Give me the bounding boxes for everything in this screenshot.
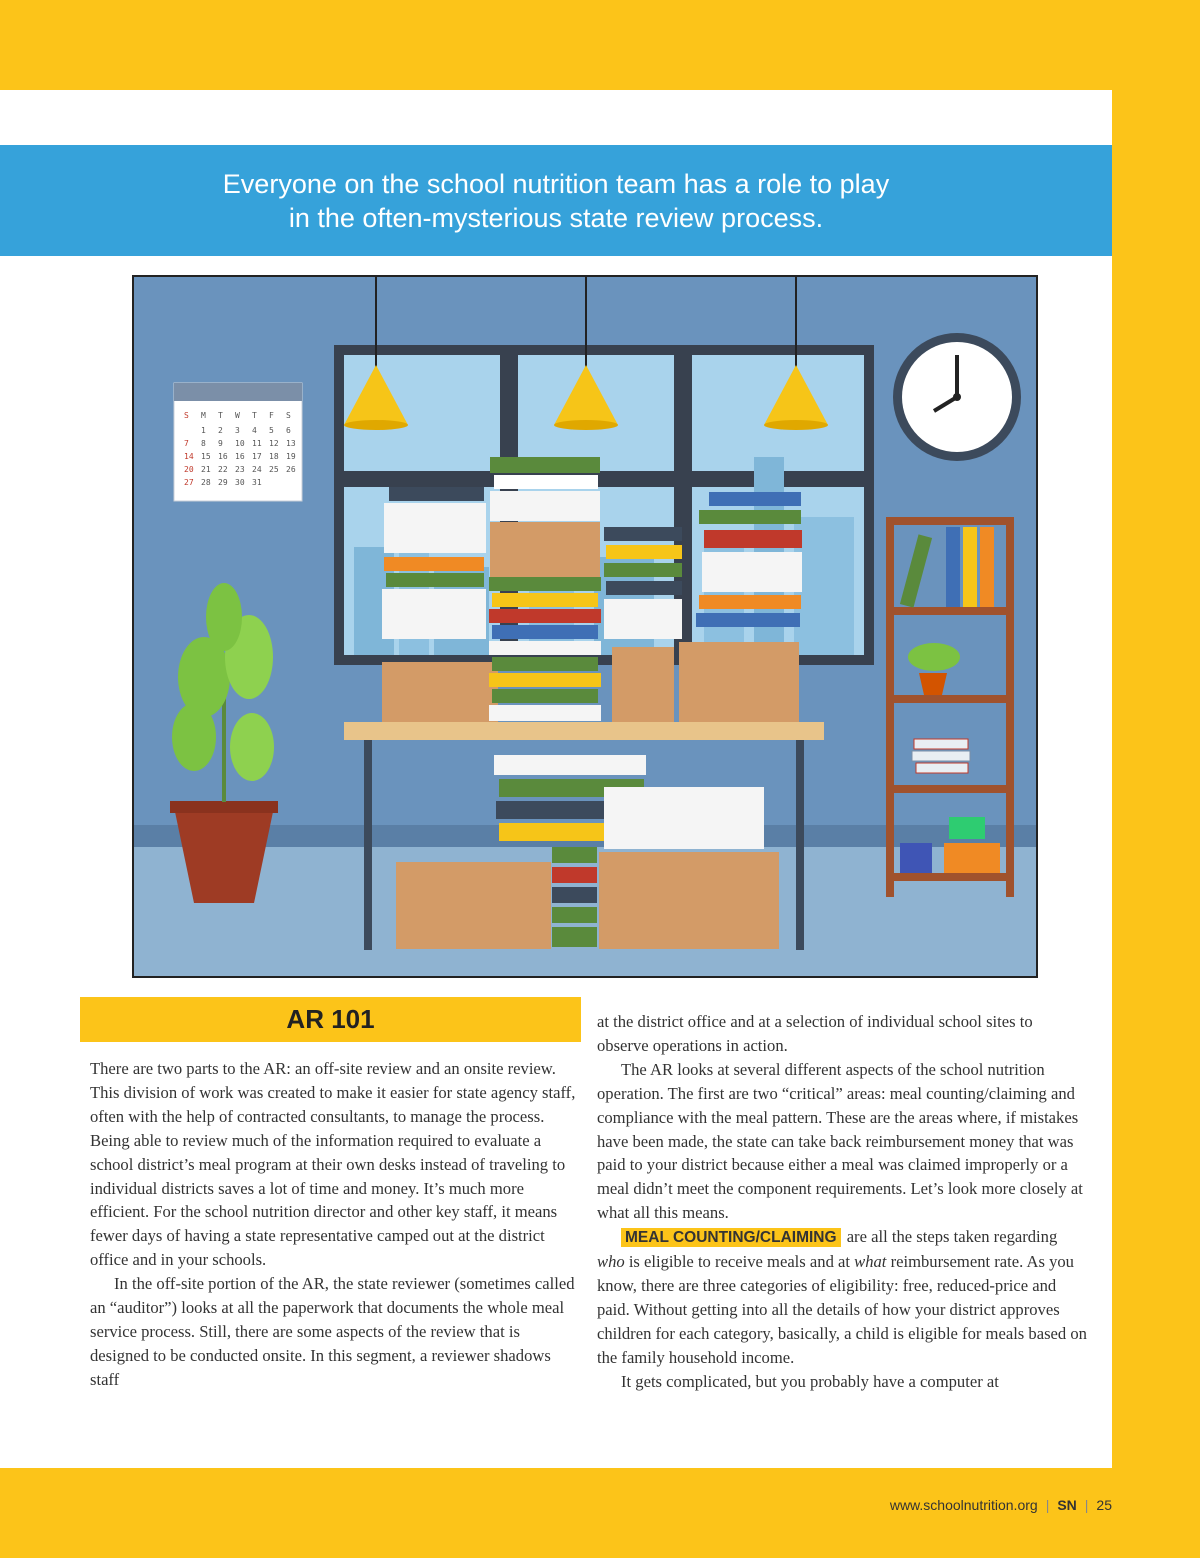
- svg-text:22: 22: [218, 465, 228, 474]
- svg-text:24: 24: [252, 465, 262, 474]
- p3-text-1: are all the steps taken regarding: [842, 1227, 1058, 1247]
- p3-text-3: reimbursement rate. As you know, there are three categories of eligibility: free, reduced-price and paid. Without getting into all the details of how your district approves children for each category, basically, a child is eligible for meals based on the family household income.: [597, 1252, 1087, 1367]
- svg-text:16: 16: [218, 452, 228, 461]
- right-paragraph-4: It gets complicated, but you probably have a computer at: [621, 1371, 999, 1391]
- svg-text:17: 17: [252, 452, 262, 461]
- svg-text:16: 16: [235, 452, 245, 461]
- meal-counting-tag: MEAL COUNTING/CLAIMING: [621, 1228, 841, 1247]
- svg-text:27: 27: [184, 478, 194, 487]
- svg-text:F: F: [269, 411, 274, 420]
- svg-text:T: T: [218, 411, 223, 420]
- svg-text:1: 1: [201, 426, 206, 435]
- svg-text:M: M: [201, 411, 206, 420]
- svg-text:19: 19: [286, 452, 296, 461]
- footer-separator: |: [1045, 1497, 1050, 1513]
- clock: [893, 333, 1021, 461]
- svg-text:7: 7: [184, 439, 189, 448]
- subtitle-banner: [0, 145, 1112, 256]
- svg-text:23: 23: [235, 465, 245, 474]
- svg-text:26: 26: [286, 465, 296, 474]
- svg-text:13: 13: [286, 439, 296, 448]
- left-paragraph-2: In the off-site portion of the AR, the state reviewer (sometimes called an “auditor”) looks at all the paperwork that documents the whole meal service process. Still, there are some aspects of the review that is designed to be conducted onsite. In this segment, a reviewer shadows staff: [90, 1274, 575, 1389]
- left-paragraph-1: There are two parts to the AR: an off-site review and an onsite review. This division of work was created to make it easier for state agency staff, often with the help of contracted consultants, to manage the process. Being able to review much of the information required to evaluate a school district’s meal program at their own desks instead of traveling to individual districts saves a lot of time and money. It’s much more efficient. For the school nutrition director and other key staff, it means fewer days of having a state representative camped out at the district office and in your schools.: [90, 1059, 576, 1270]
- svg-text:25: 25: [269, 465, 279, 474]
- page-footer: [890, 1497, 1112, 1513]
- footer-url: www.schoolnutrition.org: [889, 1497, 1038, 1513]
- footer-separator: |: [1084, 1497, 1089, 1513]
- svg-text:28: 28: [201, 478, 211, 487]
- svg-text:2: 2: [218, 426, 223, 435]
- page-number: 25: [1096, 1497, 1112, 1513]
- right-paragraph-1: at the district office and at a selection of individual school sites to observe operations in action.: [597, 1012, 1033, 1055]
- svg-text:10: 10: [235, 439, 245, 448]
- svg-text:29: 29: [218, 478, 228, 487]
- footer-magazine: SN: [1057, 1497, 1077, 1513]
- svg-text:14: 14: [184, 452, 194, 461]
- svg-text:9: 9: [218, 439, 223, 448]
- svg-text:6: 6: [286, 426, 291, 435]
- right-paragraph-3: [597, 1225, 1087, 1369]
- section-heading: AR 101: [286, 1004, 375, 1034]
- wall-calendar: [174, 383, 302, 501]
- svg-text:30: 30: [235, 478, 245, 487]
- svg-text:T: T: [252, 411, 257, 420]
- svg-text:11: 11: [252, 439, 262, 448]
- bottom-yellow-bar: [0, 1468, 1200, 1558]
- svg-text:5: 5: [269, 426, 274, 435]
- svg-text:4: 4: [252, 426, 257, 435]
- svg-text:S: S: [286, 411, 291, 420]
- p3-text-2: is eligible to receive meals and at: [624, 1252, 855, 1272]
- svg-text:18: 18: [269, 452, 279, 461]
- svg-text:21: 21: [201, 465, 211, 474]
- banner-line-1: Everyone on the school nutrition team has a role to play: [222, 168, 890, 199]
- svg-text:W: W: [235, 411, 240, 420]
- right-column: [597, 1010, 1087, 1394]
- banner-line-2: in the often-mysterious state review process.: [288, 202, 824, 233]
- svg-text:31: 31: [252, 478, 262, 487]
- svg-text:8: 8: [201, 439, 206, 448]
- svg-text:S: S: [184, 411, 189, 420]
- office-illustration: [132, 275, 1038, 978]
- svg-text:20: 20: [184, 465, 194, 474]
- svg-text:3: 3: [235, 426, 240, 435]
- left-column: [90, 1057, 580, 1392]
- office-scene: [134, 277, 1036, 976]
- right-paragraph-2: The AR looks at several different aspects of the school nutrition operation. The first are two “critical” areas: meal counting/claiming and compliance with the meal pattern. These are the areas where, if mistakes have been made, the state can take back reimbursement money that was paid to your district because either a meal was claimed improperly or a meal didn’t meet the component requirements. Let’s look more closely at what all this means.: [597, 1059, 1083, 1223]
- section-heading-bar: [80, 997, 581, 1042]
- svg-text:15: 15: [201, 452, 211, 461]
- top-yellow-bar: [0, 0, 1200, 90]
- svg-text:12: 12: [269, 439, 279, 448]
- p3-emphasis-what: what: [854, 1252, 887, 1272]
- p3-emphasis-who: who: [597, 1252, 625, 1272]
